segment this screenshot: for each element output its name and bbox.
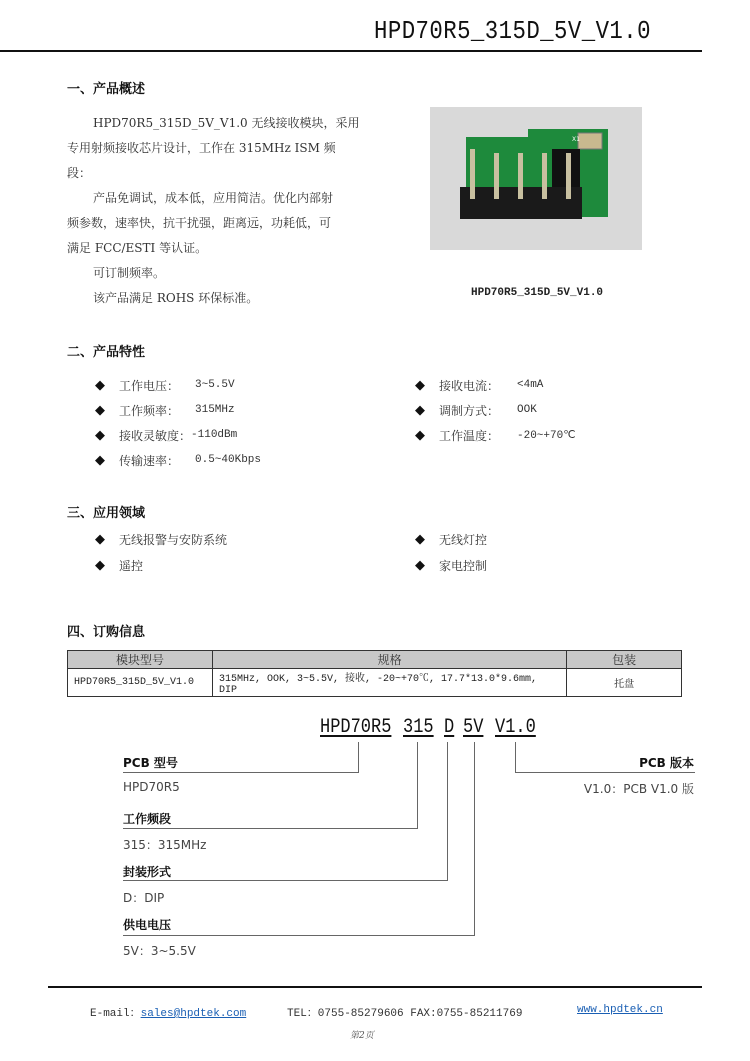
table-cell-spec: 315MHz, OOK, 3~5.5V, 接收, -20~+70℃, 17.7*13.0*9.6mm, DIP xyxy=(212,669,566,697)
section-title-ordering: 四、订购信息 xyxy=(67,625,146,640)
footer-divider xyxy=(48,986,702,988)
diamond-bullet-icon: ◆ xyxy=(95,452,105,468)
overview-line: HPD70R5_315D_5V_V1.0 无线接收模块，采用 xyxy=(93,116,360,130)
feature-item: ◆ 接收灵敏度： -110dBm xyxy=(95,427,238,443)
package-value: D：DIP xyxy=(123,891,165,905)
overview-line: 满足 FCC/ESTI 等认证。 xyxy=(67,241,208,255)
pcb-model-value: HPD70R5 xyxy=(123,780,180,794)
column-header: 包装 xyxy=(567,651,682,669)
email-link[interactable]: sales@hpdtek.com xyxy=(140,1008,247,1020)
connector-line xyxy=(417,742,418,828)
application-item: ◆ 遥控 xyxy=(95,557,144,573)
code-part-model: HPD70R5 xyxy=(320,716,392,739)
frequency-value: 315：315MHz xyxy=(123,838,207,852)
diamond-bullet-icon: ◆ xyxy=(415,557,425,573)
table-row xyxy=(68,669,682,697)
connector-line xyxy=(515,772,695,773)
footer-email: E-mail：sales@hpdtek.com xyxy=(90,1008,247,1020)
feature-item: ◆ 工作频率： 315MHz xyxy=(95,402,235,418)
table-header-row xyxy=(68,651,682,669)
diamond-bullet-icon: ◆ xyxy=(95,427,105,443)
overview-line: 可订制频率。 xyxy=(93,266,166,280)
footer-phone: TEL：0755-85279606 FAX:0755-85211769 xyxy=(287,1008,523,1020)
applications-right-column xyxy=(415,529,487,575)
diamond-bullet-icon: ◆ xyxy=(95,402,105,418)
overview-line: 该产品满足 ROHS 环保标准。 xyxy=(93,291,259,305)
diamond-bullet-icon: ◆ xyxy=(95,377,105,393)
application-item: ◆ 家电控制 xyxy=(415,557,488,573)
photo-caption: HPD70R5_315D_5V_V1.0 xyxy=(471,287,604,299)
code-part-package: D xyxy=(444,716,455,739)
features-left-column xyxy=(95,375,261,470)
connector-line xyxy=(358,742,359,772)
connector-line xyxy=(447,742,448,881)
diamond-bullet-icon: ◆ xyxy=(415,427,425,443)
diamond-bullet-icon: ◆ xyxy=(415,377,425,393)
diamond-bullet-icon: ◆ xyxy=(415,531,425,547)
column-header: 模块型号 xyxy=(68,651,213,669)
voltage-label: 供电电压 xyxy=(123,918,172,932)
overview-line: 段： xyxy=(67,166,92,180)
pcb-version-label: PCB 版本 xyxy=(639,756,694,770)
page-number: 第2页 xyxy=(350,1031,374,1041)
features-right-column xyxy=(415,375,576,445)
document-title: HPD70R5_315D_5V_V1.0 xyxy=(374,16,651,46)
section-title-features: 二、产品特性 xyxy=(67,345,146,360)
header-divider xyxy=(0,50,702,52)
frequency-label: 工作频段 xyxy=(123,812,172,826)
feature-item: ◆ 工作电压： 3~5.5V xyxy=(95,377,235,393)
code-part-frequency: 315 xyxy=(403,716,434,739)
feature-item: ◆ 接收电流： <4mA xyxy=(415,377,544,393)
application-item: ◆ 无线报警与安防系统 xyxy=(95,531,228,547)
column-header: 规格 xyxy=(212,651,566,669)
diamond-bullet-icon: ◆ xyxy=(415,402,425,418)
feature-item: ◆ 工作温度： -20~+70℃ xyxy=(415,427,576,443)
overview-line: 产品免调试，成本低，应用简洁。优化内部射 xyxy=(93,191,334,205)
section-title-applications: 三、应用领域 xyxy=(67,506,146,521)
feature-item: ◆ 调制方式： OOK xyxy=(415,402,537,418)
table-cell-model: HPD70R5_315D_5V_V1.0 xyxy=(68,669,213,697)
website-link[interactable]: www.hpdtek.cn xyxy=(577,1004,663,1016)
applications-left-column xyxy=(95,529,227,575)
pcb-version-value: V1.0：PCB V1.0 版 xyxy=(583,782,694,796)
ordering-table xyxy=(67,650,682,697)
connector-line xyxy=(515,742,516,772)
diamond-bullet-icon: ◆ xyxy=(95,557,105,573)
overview-line: 专用射频接收芯片设计，工作在 315MHz ISM 频 xyxy=(67,141,336,155)
connector-line xyxy=(123,935,475,936)
package-label: 封装形式 xyxy=(123,865,172,879)
code-part-version: V1.0 xyxy=(495,716,536,739)
product-photo xyxy=(430,107,642,250)
connector-line xyxy=(123,880,448,881)
diamond-bullet-icon: ◆ xyxy=(95,531,105,547)
connector-line xyxy=(123,828,418,829)
section-title-overview: 一、产品概述 xyxy=(67,82,146,97)
voltage-value: 5V：3~5.5V xyxy=(123,944,196,958)
overview-paragraph xyxy=(67,111,367,311)
svg-text:X1: X1 xyxy=(572,136,580,143)
connector-line xyxy=(474,742,475,935)
table-cell-package: 托盘 xyxy=(567,669,682,697)
feature-item: ◆ 传输速率： 0.5~40Kbps xyxy=(95,452,262,468)
application-item: ◆ 无线灯控 xyxy=(415,531,488,547)
overview-line: 频参数，速率快，抗干扰强，距离远，功耗低，可 xyxy=(67,216,332,230)
pcb-model-label: PCB 型号 xyxy=(123,756,178,770)
connector-line xyxy=(123,772,359,773)
code-part-voltage: 5V xyxy=(463,716,484,739)
